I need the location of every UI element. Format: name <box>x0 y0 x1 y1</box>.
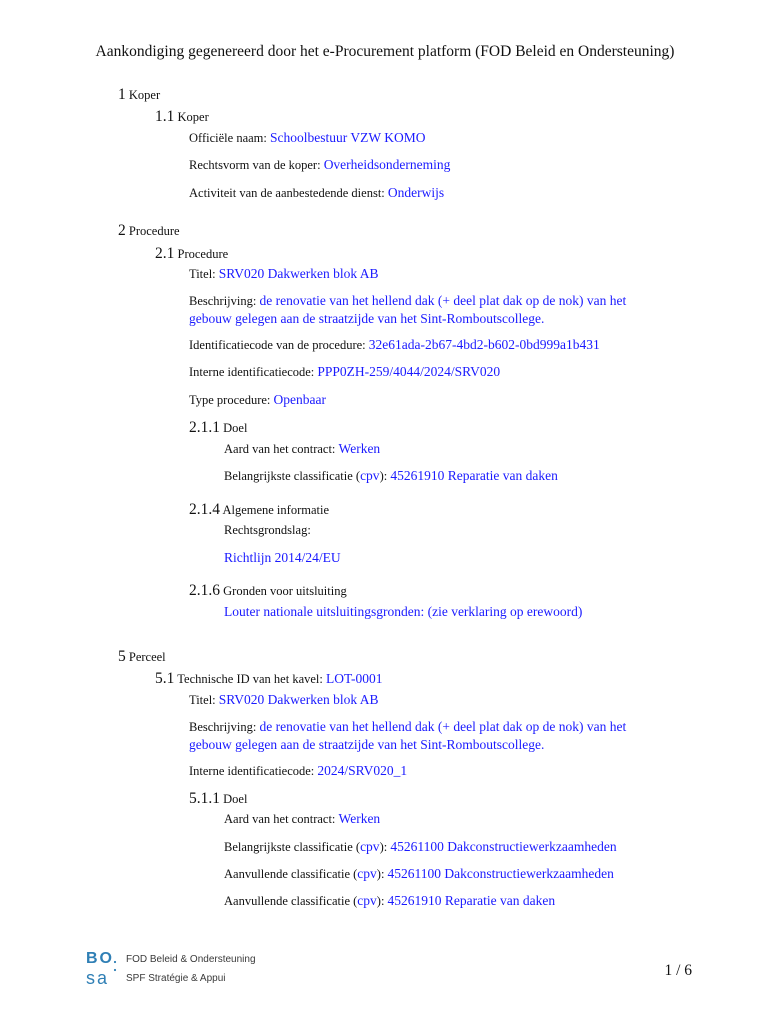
logo-sa: sa <box>86 968 110 988</box>
logo-bo: BO <box>86 950 114 967</box>
legal-form-field: Rechtsvorm van de koper: Overheidsonderneming <box>189 157 451 172</box>
procedure-title-field: Titel: SRV020 Dakwerken blok AB <box>189 266 379 281</box>
exclusion-grounds-value: Louter nationale uitsluitingsgronden: (zie verklaring op erewoord) <box>224 604 583 619</box>
cpv-link[interactable]: cpv <box>360 468 380 483</box>
internal-id-field: Interne identificatiecode: PPP0ZH-259/4044/2024/SRV020 <box>189 364 501 379</box>
section-5-heading: 5 Perceel <box>118 648 166 665</box>
bosa-logo-graphic <box>84 948 284 988</box>
section-1-heading: 1 Koper <box>118 86 161 103</box>
footer-org-fr: SPF Stratégie & Appui <box>126 973 226 984</box>
lot-main-classification-field: Belangrijkste classificatie (cpv): 45261100 Dakconstructiewerkzaamheden <box>224 839 617 854</box>
procedure-id-field: Identificatiecode van de procedure: 32e61ada-2b67-4bd2-b602-0bd999a1b431 <box>189 337 600 352</box>
section-2-heading: 2 Procedure <box>118 222 180 239</box>
page-number: 1 / 6 <box>664 962 692 979</box>
bosa-logo <box>84 948 284 988</box>
contract-nature-field: Aard van het contract: Werken <box>224 441 381 456</box>
section-2-1-6-heading: 2.1.6 Gronden voor uitsluiting <box>189 582 347 599</box>
procedure-description-field: Beschrijving: de renovatie van het hellend dak (+ deel plat dak op de nok) van het <box>189 293 627 308</box>
legal-basis-label: Rechtsgrondslag: <box>224 523 311 537</box>
cpv-link[interactable]: cpv <box>360 839 380 854</box>
lot-additional-classification-1: Aanvullende classificatie (cpv): 45261100 Dakconstructiewerkzaamheden <box>224 866 614 881</box>
legal-basis-value: Richtlijn 2014/24/EU <box>224 550 341 565</box>
lot-description-field: Beschrijving: de renovatie van het hellend dak (+ deel plat dak op de nok) van het <box>189 719 627 734</box>
main-classification-field: Belangrijkste classificatie (cpv): 45261910 Reparatie van daken <box>224 468 558 483</box>
section-1-1-heading: 1.1 Koper <box>155 108 209 125</box>
cpv-link[interactable]: cpv <box>357 893 377 908</box>
logo-dot <box>114 969 116 971</box>
procedure-type-field: Type procedure: Openbaar <box>189 392 326 407</box>
official-name-field: Officiële naam: Schoolbestuur VZW KOMO <box>189 130 426 145</box>
activity-field: Activiteit van de aanbestedende dienst: Onderwijs <box>189 185 445 200</box>
lot-description-line2: gebouw gelegen aan de straatzijde van het Sint-Romboutscollege. <box>189 737 545 752</box>
lot-title-field: Titel: SRV020 Dakwerken blok AB <box>189 692 379 707</box>
cpv-link[interactable]: cpv <box>357 866 377 881</box>
lot-additional-classification-2: Aanvullende classificatie (cpv): 45261910 Reparatie van daken <box>224 893 556 908</box>
section-5-1-heading: 5.1 Technische ID van het kavel: LOT-0001 <box>155 670 383 687</box>
footer-org-nl: FOD Beleid & Ondersteuning <box>126 954 256 965</box>
section-2-1-1-heading: 2.1.1 Doel <box>189 419 248 436</box>
lot-contract-nature-field: Aard van het contract: Werken <box>224 811 381 826</box>
section-5-1-1-heading: 5.1.1 Doel <box>189 790 248 807</box>
logo-dot <box>114 961 116 963</box>
procedure-description-line2: gebouw gelegen aan de straatzijde van het Sint-Romboutscollege. <box>189 311 545 326</box>
section-2-1-heading: 2.1 Procedure <box>155 245 229 262</box>
lot-internal-id-field: Interne identificatiecode: 2024/SRV020_1 <box>189 763 408 778</box>
page-header: Aankondiging gegenereerd door het e-Procurement platform (FOD Beleid en Ondersteuning) <box>95 43 675 60</box>
section-2-1-4-heading: 2.1.4 Algemene informatie <box>189 501 329 518</box>
